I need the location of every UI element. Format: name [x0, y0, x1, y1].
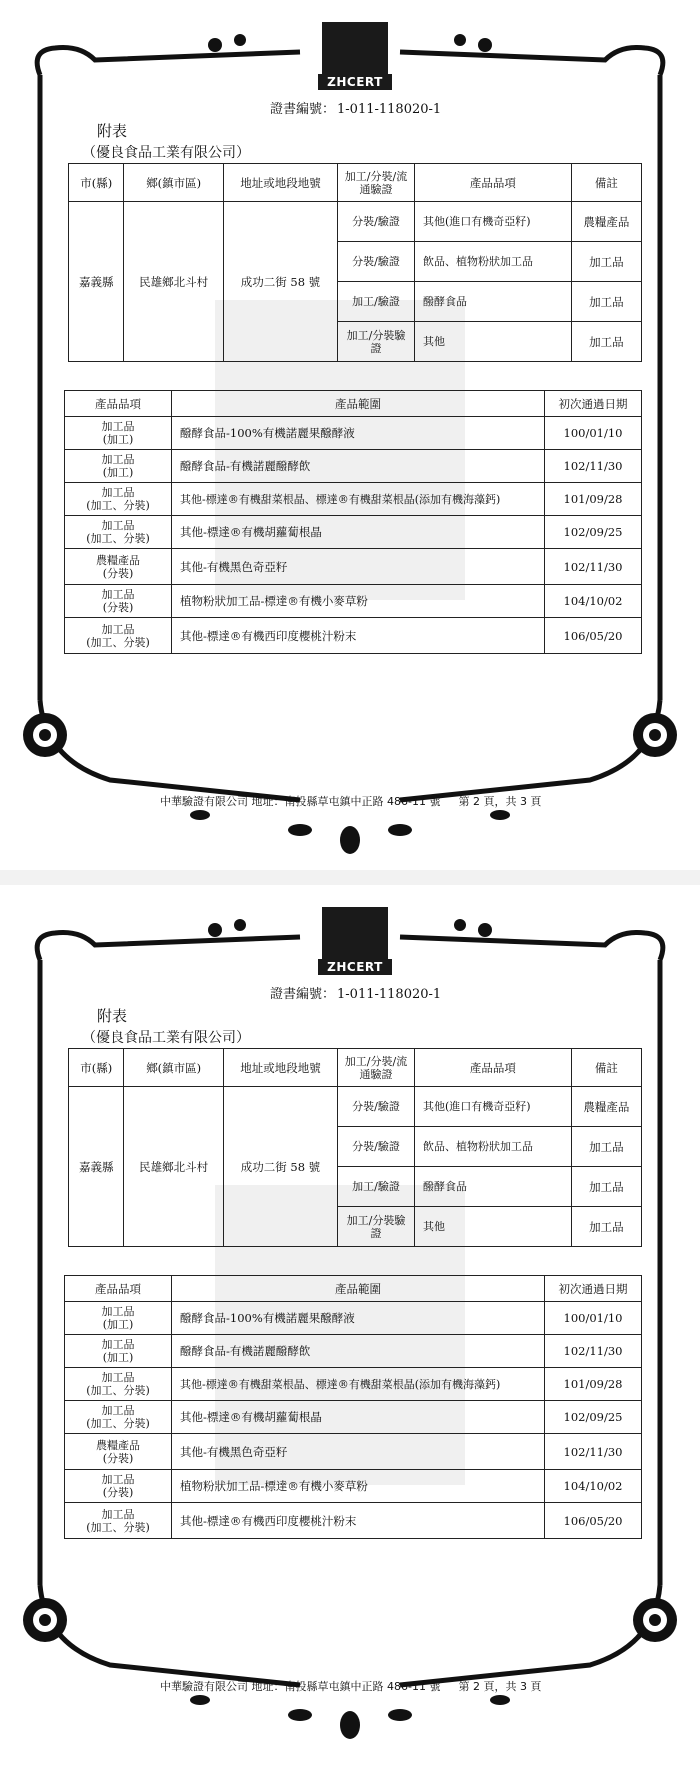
page-gap [0, 870, 700, 885]
header-address: 地址或地段地號 [223, 164, 337, 202]
certificate-page-1 [0, 0, 700, 870]
header-address: 地址或地段地號 [223, 1049, 337, 1087]
note-cell: 農糧產品 [571, 1087, 641, 1127]
table-row: 加工品 (加工) 醱酵食品-有機諾麗醱酵飲 102/11/30 [65, 1335, 642, 1368]
header-item: 產品品項 [415, 164, 572, 202]
type-cell: 加工/驗證 [338, 282, 415, 322]
table-row: 加工品 (加工、分裝) 其他-標達®有機胡蘿蔔根晶 102/09/25 [65, 1401, 642, 1434]
certificate-page-2 [0, 885, 700, 1755]
table-row: 加工品 (加工) 醱酵食品-100%有機諾麗果醱酵液 100/01/10 [65, 1302, 642, 1335]
item-cell: 其他(進口有機奇亞籽) [415, 1087, 572, 1127]
item-cell: 醱酵食品 [415, 1167, 572, 1207]
header-first-date: 初次通過日期 [545, 1276, 642, 1302]
type-cell: 加工/驗證 [338, 1167, 415, 1207]
header-item: 產品品項 [415, 1049, 572, 1087]
table-row: 加工品 (分裝) 植物粉狀加工品-標達®有機小麥草粉 104/10/02 [65, 1470, 642, 1503]
header-type: 加工/分裝/流通驗證 [338, 164, 415, 202]
certificate-number: 證書編號： 1-011-118020-1 [270, 987, 442, 1002]
item-cell: 醱酵食品 [415, 282, 572, 322]
header-city: 市(縣) [69, 164, 124, 202]
annex-title: 附表 [97, 122, 128, 140]
table-row: 加工品 (加工、分裝) 其他-標達®有機胡蘿蔔根晶 102/09/25 [65, 516, 642, 549]
note-cell: 加工品 [571, 242, 641, 282]
company-name: （優良食品工業有限公司） [82, 145, 250, 161]
note-cell: 加工品 [571, 322, 641, 362]
table-row: 加工品 (加工、分裝) 其他-標達®有機甜菜根晶、標達®有機甜菜根晶(添加有機海藻鈣) 101/09/28 [65, 1368, 642, 1401]
header-district: 鄉(鎮市區) [124, 164, 223, 202]
zhcert-logo: ZHCERT [318, 907, 392, 977]
note-cell: 農糧產品 [571, 202, 641, 242]
note-cell: 加工品 [571, 282, 641, 322]
table-row: 加工品 (加工、分裝) 其他-標達®有機西印度櫻桃汁粉末 106/05/20 [65, 618, 642, 654]
table-row: 加工品 (加工、分裝) 其他-標達®有機甜菜根晶、標達®有機甜菜根晶(添加有機海藻鈣) 101/09/28 [65, 483, 642, 516]
company-name: （優良食品工業有限公司） [82, 1030, 250, 1046]
type-cell: 分裝/驗證 [338, 1127, 415, 1167]
note-cell: 加工品 [571, 1167, 641, 1207]
type-cell: 加工/分裝驗證 [338, 322, 415, 362]
item-cell: 其他 [415, 322, 572, 362]
type-cell: 分裝/驗證 [338, 1087, 415, 1127]
table-row: 加工品 (加工) 醱酵食品-有機諾麗醱酵飲 102/11/30 [65, 450, 642, 483]
item-cell: 飲品、植物粉狀加工品 [415, 1127, 572, 1167]
header-product-item: 產品品項 [65, 1276, 172, 1302]
header-district: 鄉(鎮市區) [124, 1049, 223, 1087]
city-cell: 嘉義縣 [69, 1087, 124, 1247]
table-row: 加工品 (加工、分裝) 其他-標達®有機西印度櫻桃汁粉末 106/05/20 [65, 1503, 642, 1539]
table-row: 農糧產品 (分裝) 其他-有機黑色奇亞籽 102/11/30 [65, 1434, 642, 1470]
header-note: 備註 [571, 164, 641, 202]
item-cell: 其他 [415, 1207, 572, 1247]
header-type: 加工/分裝/流通驗證 [338, 1049, 415, 1087]
note-cell: 加工品 [571, 1127, 641, 1167]
header-first-date: 初次通過日期 [545, 391, 642, 417]
product-table [64, 390, 642, 654]
page-footer: 中華驗證有限公司 地址：南投縣草屯鎮中正路 486-11 號 第 2 頁，共 3 頁 [160, 1680, 542, 1693]
type-cell: 分裝/驗證 [338, 242, 415, 282]
type-cell: 加工/分裝驗證 [338, 1207, 415, 1247]
note-cell: 加工品 [571, 1207, 641, 1247]
header-product-item: 產品品項 [65, 391, 172, 417]
address-cell: 成功二街 58 號 [223, 202, 337, 362]
item-cell: 其他(進口有機奇亞籽) [415, 202, 572, 242]
header-city: 市(縣) [69, 1049, 124, 1087]
district-cell: 民雄鄉北斗村 [124, 202, 223, 362]
header-product-scope: 產品範圍 [172, 1276, 545, 1302]
annex-title: 附表 [97, 1007, 128, 1025]
header-product-scope: 產品範圍 [172, 391, 545, 417]
zhcert-logo: ZHCERT [318, 22, 392, 92]
table-row: 加工品 (加工) 醱酵食品-100%有機諾麗果醱酵液 100/01/10 [65, 417, 642, 450]
product-table [64, 1275, 642, 1539]
address-cell: 成功二街 58 號 [223, 1087, 337, 1247]
location-table [68, 163, 642, 362]
type-cell: 分裝/驗證 [338, 202, 415, 242]
city-cell: 嘉義縣 [69, 202, 124, 362]
table-row: 農糧產品 (分裝) 其他-有機黑色奇亞籽 102/11/30 [65, 549, 642, 585]
header-note: 備註 [571, 1049, 641, 1087]
location-table [68, 1048, 642, 1247]
page-footer: 中華驗證有限公司 地址：南投縣草屯鎮中正路 486-11 號 第 2 頁，共 3 頁 [160, 795, 542, 808]
table-row: 加工品 (分裝) 植物粉狀加工品-標達®有機小麥草粉 104/10/02 [65, 585, 642, 618]
certificate-number: 證書編號： 1-011-118020-1 [270, 102, 442, 117]
district-cell: 民雄鄉北斗村 [124, 1087, 223, 1247]
item-cell: 飲品、植物粉狀加工品 [415, 242, 572, 282]
